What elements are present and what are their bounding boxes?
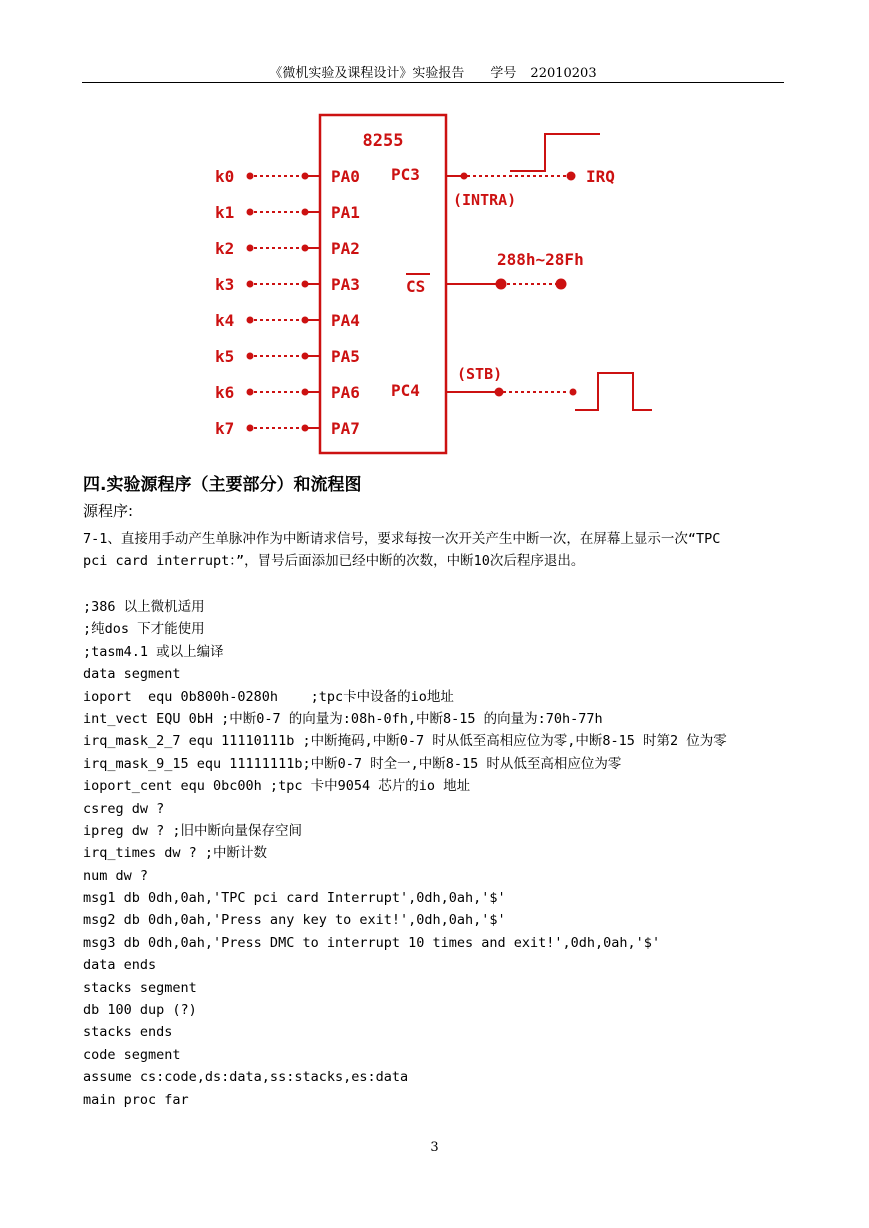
input-node-k5 bbox=[247, 353, 254, 360]
8255-wiring-diagram bbox=[205, 108, 665, 458]
code-line: db 100 dup (?) bbox=[83, 1002, 197, 1019]
input-label-k4: k4 bbox=[215, 311, 235, 330]
code-line: ioport equ 0b800h-0280h ;tpc卡中设备的io地址 bbox=[83, 688, 454, 705]
pin-node-k4 bbox=[302, 317, 309, 324]
input-label-k0: k0 bbox=[215, 167, 235, 186]
code-line: irq_times dw ? ;中断计数 bbox=[83, 845, 268, 862]
input-label-k5: k5 bbox=[215, 347, 235, 366]
task-description bbox=[83, 528, 788, 572]
source-label: 源程序: bbox=[83, 502, 134, 520]
port-label-PA6: PA6 bbox=[331, 383, 360, 402]
code-line: irq_mask_2_7 equ 11110111b ;中断掩码,中断0-7 时从低至高相应位为零,中断8-15 时第2 位为零 bbox=[83, 733, 727, 750]
cs-end-node bbox=[556, 279, 567, 290]
code-line: msg2 db 0dh,0ah,'Press any key to exit!',0dh,0ah,'$' bbox=[83, 912, 506, 929]
header-text bbox=[82, 62, 784, 81]
code-line: stacks segment bbox=[83, 979, 197, 996]
pc4-end-node bbox=[570, 389, 577, 396]
code-line: ipreg dw ? ;旧中断向量保存空间 bbox=[83, 822, 303, 839]
input-node-k6 bbox=[247, 389, 254, 396]
step-waveform bbox=[510, 134, 600, 171]
input-node-k2 bbox=[247, 245, 254, 252]
input-node-k7 bbox=[247, 425, 254, 432]
input-label-k1: k1 bbox=[215, 203, 235, 222]
code-line: irq_mask_9_15 equ 11111111b;中断0-7 时全一,中断8-15 时从低至高相应位为零 bbox=[83, 755, 622, 772]
pin-node-k1 bbox=[302, 209, 309, 216]
code-line: num dw ? bbox=[83, 867, 149, 884]
header-id-value: 22010203 bbox=[530, 66, 597, 81]
input-label-k3: k3 bbox=[215, 275, 235, 294]
port-label-PA3: PA3 bbox=[331, 275, 360, 294]
pin-node-k3 bbox=[302, 281, 309, 288]
input-node-k3 bbox=[247, 281, 254, 288]
chip-label: 8255 bbox=[362, 131, 404, 151]
source-code-block bbox=[83, 596, 727, 1111]
port-label-PA4: PA4 bbox=[331, 311, 360, 330]
section-title: 四.实验源程序（主要部分）和流程图 bbox=[83, 475, 362, 495]
header-id-label: 学号 bbox=[490, 66, 517, 81]
cs-label: CS bbox=[406, 277, 426, 296]
port-label-PA0: PA0 bbox=[331, 167, 360, 186]
pin-node-k7 bbox=[302, 425, 309, 432]
code-line: ;386 以上微机适用 bbox=[83, 599, 205, 615]
code-line: ;纯dos 下才能使用 bbox=[83, 621, 205, 638]
port-label-PA1: PA1 bbox=[331, 203, 360, 222]
pin-node-k2 bbox=[302, 245, 309, 252]
irq-node bbox=[567, 172, 576, 181]
page-header bbox=[82, 60, 784, 83]
input-node-k4 bbox=[247, 317, 254, 324]
input-label-k6: k6 bbox=[215, 383, 235, 402]
port-label-PA7: PA7 bbox=[331, 419, 360, 438]
pin-node-k0 bbox=[302, 173, 309, 180]
port-label-PA2: PA2 bbox=[331, 239, 360, 258]
addr-label: 288h~28Fh bbox=[497, 250, 584, 269]
header-title: 《微机实验及课程设计》实验报告 bbox=[269, 66, 465, 81]
pc4-label: PC4 bbox=[391, 381, 420, 400]
code-line: code segment bbox=[83, 1046, 181, 1063]
code-line: assume cs:code,ds:data,ss:stacks,es:data bbox=[83, 1069, 409, 1086]
code-line: csreg dw ? bbox=[83, 800, 165, 817]
irq-label: IRQ bbox=[586, 167, 615, 186]
intra-label: (INTRA) bbox=[453, 191, 517, 209]
description-line-2: pci card interrupt：”，冒号后面添加已经中断的次数，中断10次后程序退出。 bbox=[83, 553, 585, 569]
code-line: int_vect EQU 0bH ;中断0-7 的向量为:08h-0fh,中断8-15 的向量为:70h-77h bbox=[83, 710, 603, 727]
cs-node bbox=[496, 279, 507, 290]
pin-node-k6 bbox=[302, 389, 309, 396]
pc4-node bbox=[495, 388, 504, 397]
code-line: msg3 db 0dh,0ah,'Press DMC to interrupt 10 times and exit!',0dh,0ah,'$' bbox=[83, 934, 661, 951]
code-line: msg1 db 0dh,0ah,'TPC pci card Interrupt',0dh,0ah,'$' bbox=[83, 890, 506, 907]
input-node-k1 bbox=[247, 209, 254, 216]
code-line: main proc far bbox=[83, 1091, 189, 1108]
code-line: data ends bbox=[83, 957, 157, 974]
left-pin-group bbox=[215, 167, 360, 438]
pulse-waveform bbox=[575, 373, 652, 410]
port-label-PA5: PA5 bbox=[331, 347, 360, 366]
pin-node-k5 bbox=[302, 353, 309, 360]
code-line: ioport_cent equ 0bc00h ;tpc 卡中9054 芯片的io 地址 bbox=[83, 778, 471, 795]
code-line: stacks ends bbox=[83, 1024, 173, 1041]
input-label-k7: k7 bbox=[215, 419, 235, 438]
input-label-k2: k2 bbox=[215, 239, 235, 258]
code-line: data segment bbox=[83, 666, 181, 683]
pc3-label: PC3 bbox=[391, 165, 420, 184]
description-line-1: 7-1、直接用手动产生单脉冲作为中断请求信号，要求每按一次开关产生中断一次，在屏幕上显示一次“TPC bbox=[83, 531, 721, 547]
page-number: 3 bbox=[430, 1140, 439, 1155]
stb-label: (STB) bbox=[457, 365, 503, 383]
input-node-k0 bbox=[247, 173, 254, 180]
pc3-node bbox=[461, 173, 468, 180]
code-line: ;tasm4.1 或以上编译 bbox=[83, 643, 224, 660]
